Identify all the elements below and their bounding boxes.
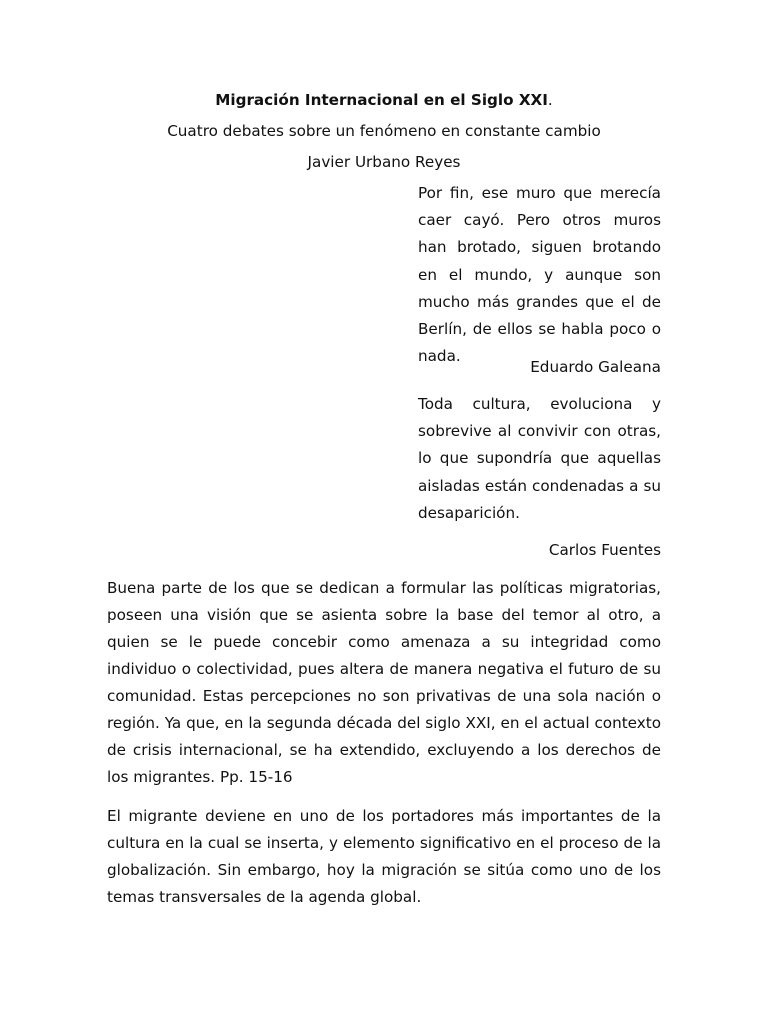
body-paragraph: El migrante deviene en uno de los portadores más importantes de la cultura en la cual se inserta, y elemento significativo en el proceso de la globalización. Sin embargo, hoy la migración se sitúa como uno de los temas transversales de la agenda global. xyxy=(107,807,661,907)
document-author: Javier Urbano Reyes xyxy=(307,153,461,171)
epigraph-quote: Toda cultura, evoluciona y sobrevive al convivir con otras, lo que supondría que aquellas aisladas están condenadas a su desaparición. xyxy=(418,395,661,522)
epigraph-attribution: Carlos Fuentes xyxy=(548,541,661,559)
epigraph-attribution: Eduardo Galeana xyxy=(530,358,661,376)
title-suffix: . xyxy=(547,91,553,109)
title-text: Migración Internacional en el Siglo XXI xyxy=(215,91,548,109)
document-title xyxy=(107,90,661,110)
body-paragraph: Buena parte de los que se dedican a formular las políticas migratorias, poseen una visión que se asienta sobre la base del temor al otro, a quien se le puede concebir como amenaza a su integridad como individuo o colectividad, pues altera de manera negativa el futuro de su comunidad. Estas percepciones no son privativas de una sola nación o región. Ya que, en la segunda década del siglo XXI, en el actual contexto de crisis internacional, se ha extendido, excluyendo a los derechos de los migrantes. Pp. 15-16 xyxy=(107,579,661,787)
epigraph-quote: Por fin, ese muro que merecía caer cayó. Pero otros muros han brotado, siguen brotando en el mundo, y aunque son mucho más grandes que el de Berlín, de ellos se habla poco o nada. xyxy=(418,184,661,366)
document-subtitle: Cuatro debates sobre un fenómeno en constante cambio xyxy=(167,122,601,140)
